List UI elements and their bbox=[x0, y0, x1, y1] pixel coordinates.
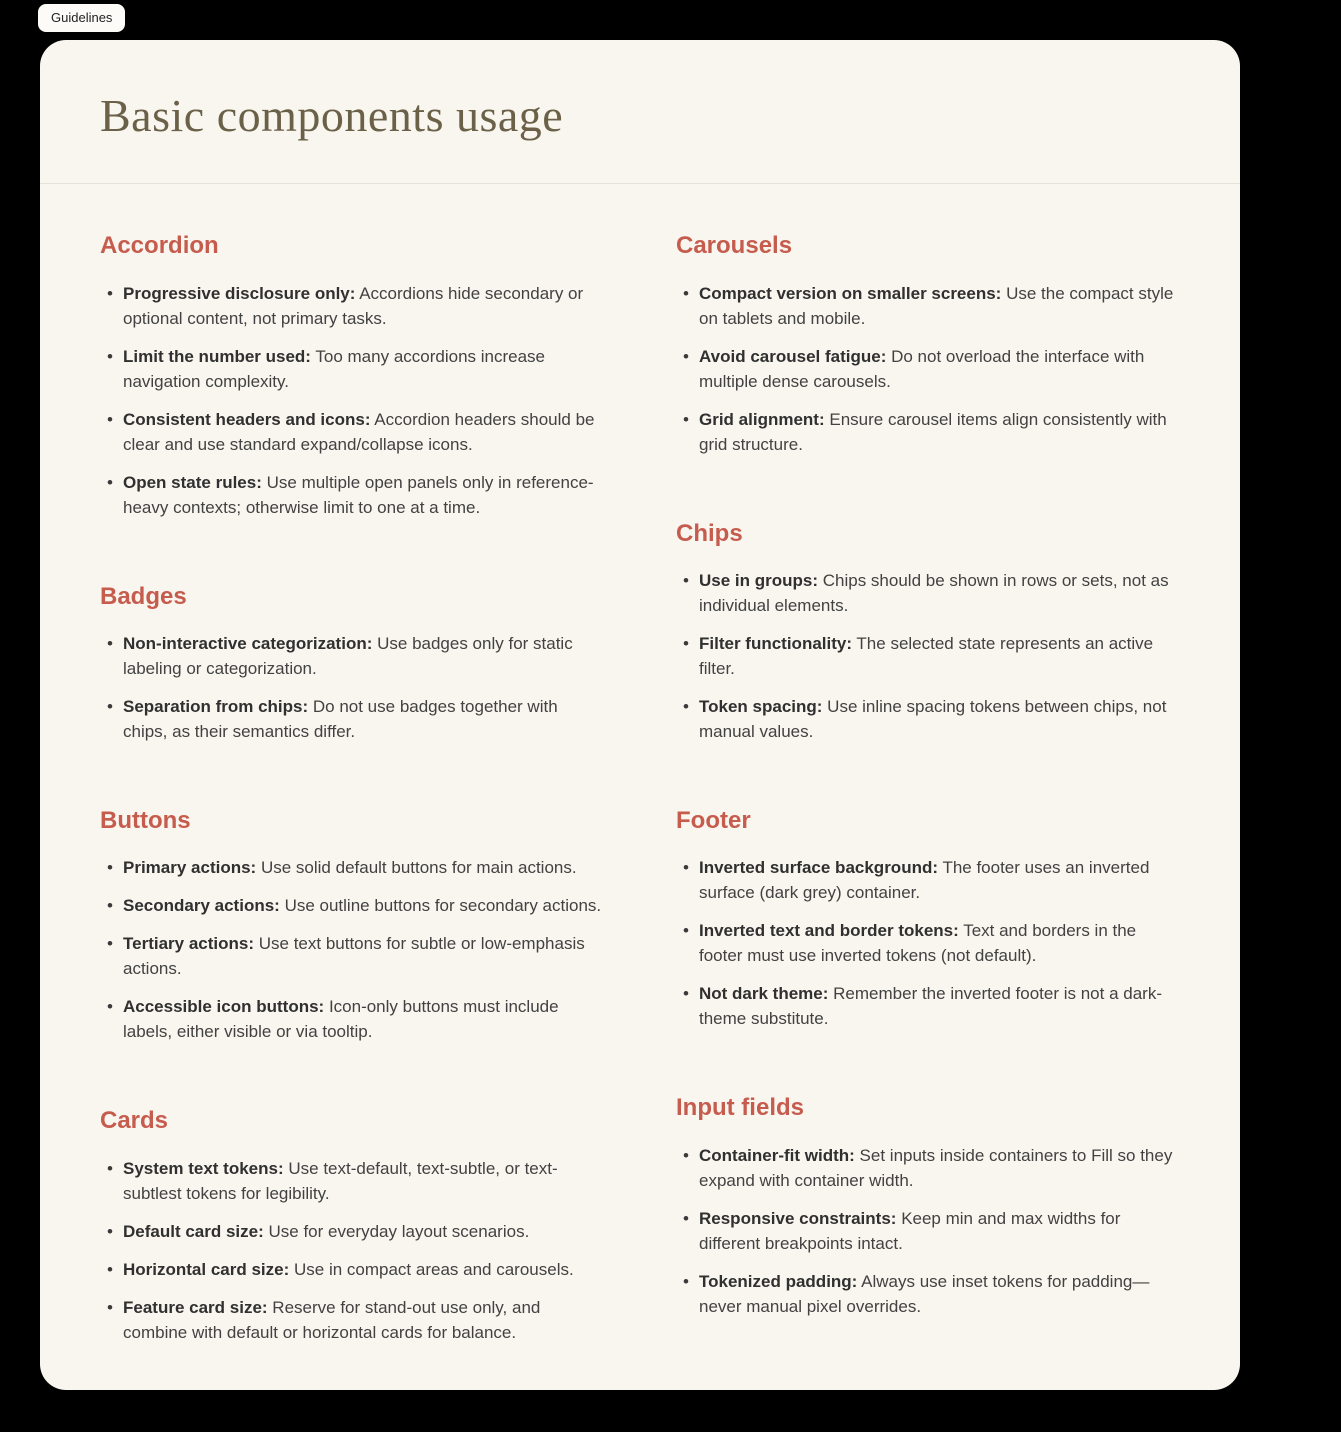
item-lead: Filter functionality: bbox=[699, 634, 852, 654]
guideline-list bbox=[676, 1143, 1180, 1319]
item-text: Use in compact areas and carousels. bbox=[294, 1259, 574, 1279]
list-item bbox=[676, 344, 1180, 394]
item-text: Use for everyday layout scenarios. bbox=[268, 1221, 530, 1241]
guideline-list bbox=[676, 855, 1180, 1031]
item-lead: Use in groups: bbox=[699, 571, 819, 591]
item-text: Accordion headers should be clear and use standard expand/collapse icons. bbox=[123, 409, 595, 454]
section-carousels bbox=[676, 233, 1180, 456]
item-text: Keep min and max widths for different breakpoints intact. bbox=[699, 1208, 1121, 1253]
item-lead: Feature card size: bbox=[123, 1297, 268, 1317]
list-item bbox=[676, 281, 1180, 331]
item-text: Remember the inverted footer is not a dark-theme substitute. bbox=[699, 984, 1162, 1029]
guidelines-tab-label: Guidelines bbox=[51, 10, 113, 25]
item-lead: Responsive constraints: bbox=[699, 1208, 897, 1228]
item-lead: Token spacing: bbox=[699, 697, 823, 717]
item-text: Use multiple open panels only in reference-heavy contexts; otherwise limit to one at a time. bbox=[123, 472, 594, 517]
list-item bbox=[100, 407, 604, 457]
document-card bbox=[40, 40, 1240, 1390]
item-text: Use inline spacing tokens between chips, not manual values. bbox=[699, 697, 1167, 742]
document-header bbox=[40, 40, 1240, 140]
list-item bbox=[100, 470, 604, 520]
item-lead: Progressive disclosure only: bbox=[123, 283, 356, 303]
list-item bbox=[100, 855, 604, 880]
item-text: Set inputs inside containers to Fill so they expand with container width. bbox=[699, 1145, 1173, 1190]
item-text: Use text buttons for subtle or low-emphasis actions. bbox=[123, 934, 585, 979]
guideline-list bbox=[100, 1156, 604, 1345]
list-item bbox=[676, 981, 1180, 1031]
section-heading: Carousels bbox=[676, 232, 793, 260]
section-badges bbox=[100, 584, 604, 744]
item-text: The selected state represents an active filter. bbox=[699, 634, 1154, 679]
list-item bbox=[100, 893, 604, 918]
guideline-list bbox=[676, 281, 1180, 457]
item-text: Ensure carousel items align consistently with grid structure. bbox=[699, 409, 1167, 454]
list-item bbox=[100, 694, 604, 744]
section-accordion bbox=[100, 233, 604, 519]
item-text: The footer uses an inverted surface (dark grey) container. bbox=[699, 858, 1150, 903]
list-item bbox=[100, 1295, 604, 1345]
item-text: Use badges only for static labeling or categorization. bbox=[123, 634, 573, 679]
item-lead: Tertiary actions: bbox=[123, 934, 255, 954]
section-footer bbox=[676, 808, 1180, 1031]
item-lead: Primary actions: bbox=[123, 858, 257, 878]
item-text: Icon-only buttons must include labels, either visible or via tooltip. bbox=[123, 997, 559, 1042]
list-item bbox=[676, 918, 1180, 968]
item-lead: Secondary actions: bbox=[123, 896, 280, 916]
list-item bbox=[100, 631, 604, 681]
item-text: Use solid default buttons for main actions. bbox=[260, 858, 577, 878]
list-item bbox=[100, 1257, 604, 1282]
guidelines-tab[interactable] bbox=[38, 4, 125, 32]
section-heading: Cards bbox=[100, 1107, 169, 1135]
section-buttons bbox=[100, 808, 604, 1044]
section-heading: Footer bbox=[676, 807, 751, 835]
item-lead: Limit the number used: bbox=[123, 346, 311, 366]
section-heading: Input fields bbox=[676, 1094, 804, 1122]
item-lead: Horizontal card size: bbox=[123, 1259, 290, 1279]
right-column bbox=[676, 233, 1180, 1345]
item-lead: Compact version on smaller screens: bbox=[699, 283, 1002, 303]
list-item bbox=[676, 1269, 1180, 1319]
list-item bbox=[676, 1206, 1180, 1256]
list-item bbox=[100, 281, 604, 331]
list-item bbox=[100, 344, 604, 394]
list-item bbox=[676, 1143, 1180, 1193]
list-item bbox=[100, 1219, 604, 1244]
item-lead: Separation from chips: bbox=[123, 697, 309, 717]
item-text: Do not overload the interface with multiple dense carousels. bbox=[699, 346, 1145, 391]
item-lead: Open state rules: bbox=[123, 472, 262, 492]
item-lead: Non-interactive categorization: bbox=[123, 634, 373, 654]
item-text: Always use inset tokens for padding—never manual pixel overrides. bbox=[699, 1271, 1150, 1316]
section-cards bbox=[100, 1108, 604, 1344]
section-heading: Buttons bbox=[100, 807, 191, 835]
section-input-fields bbox=[676, 1095, 1180, 1318]
item-text: Use text-default, text-subtle, or text-subtlest tokens for legibility. bbox=[123, 1158, 558, 1203]
item-text: Text and borders in the footer must use inverted tokens (not default). bbox=[699, 921, 1137, 966]
item-lead: Avoid carousel fatigue: bbox=[699, 346, 887, 366]
item-text: Chips should be shown in rows or sets, not as individual elements. bbox=[699, 571, 1169, 616]
item-lead: Inverted surface background: bbox=[699, 858, 939, 878]
item-lead: Default card size: bbox=[123, 1221, 264, 1241]
item-lead: Container-fit width: bbox=[699, 1145, 855, 1165]
guideline-list bbox=[100, 631, 604, 744]
section-chips bbox=[676, 521, 1180, 744]
item-text: Do not use badges together with chips, as their semantics differ. bbox=[123, 697, 558, 742]
item-text: Accordions hide secondary or optional content, not primary tasks. bbox=[123, 283, 584, 328]
item-lead: System text tokens: bbox=[123, 1158, 284, 1178]
item-text: Use outline buttons for secondary actions. bbox=[284, 896, 602, 916]
item-lead: Inverted text and border tokens: bbox=[699, 921, 959, 941]
guideline-list bbox=[100, 281, 604, 520]
list-item bbox=[676, 407, 1180, 457]
list-item bbox=[676, 631, 1180, 681]
list-item bbox=[100, 931, 604, 981]
item-lead: Accessible icon buttons: bbox=[123, 997, 325, 1017]
list-item bbox=[676, 855, 1180, 905]
left-column bbox=[100, 233, 604, 1345]
item-lead: Grid alignment: bbox=[699, 409, 825, 429]
list-item bbox=[100, 994, 604, 1044]
document-content bbox=[40, 184, 1240, 1390]
section-heading: Chips bbox=[676, 519, 743, 547]
item-text: Reserve for stand-out use only, and combine with default or horizontal cards for balance. bbox=[123, 1297, 541, 1342]
guideline-list bbox=[100, 855, 604, 1044]
list-item bbox=[100, 1156, 604, 1206]
section-heading: Badges bbox=[100, 582, 187, 610]
item-text: Use the compact style on tablets and mobile. bbox=[699, 283, 1174, 328]
item-text: Too many accordions increase navigation complexity. bbox=[123, 346, 546, 391]
item-lead: Consistent headers and icons: bbox=[123, 409, 371, 429]
section-heading: Accordion bbox=[100, 232, 219, 260]
list-item bbox=[676, 694, 1180, 744]
item-lead: Not dark theme: bbox=[699, 984, 829, 1004]
item-lead: Tokenized padding: bbox=[699, 1271, 858, 1291]
page-title: Basic components usage bbox=[100, 90, 564, 141]
guideline-list bbox=[676, 568, 1180, 744]
list-item bbox=[676, 568, 1180, 618]
